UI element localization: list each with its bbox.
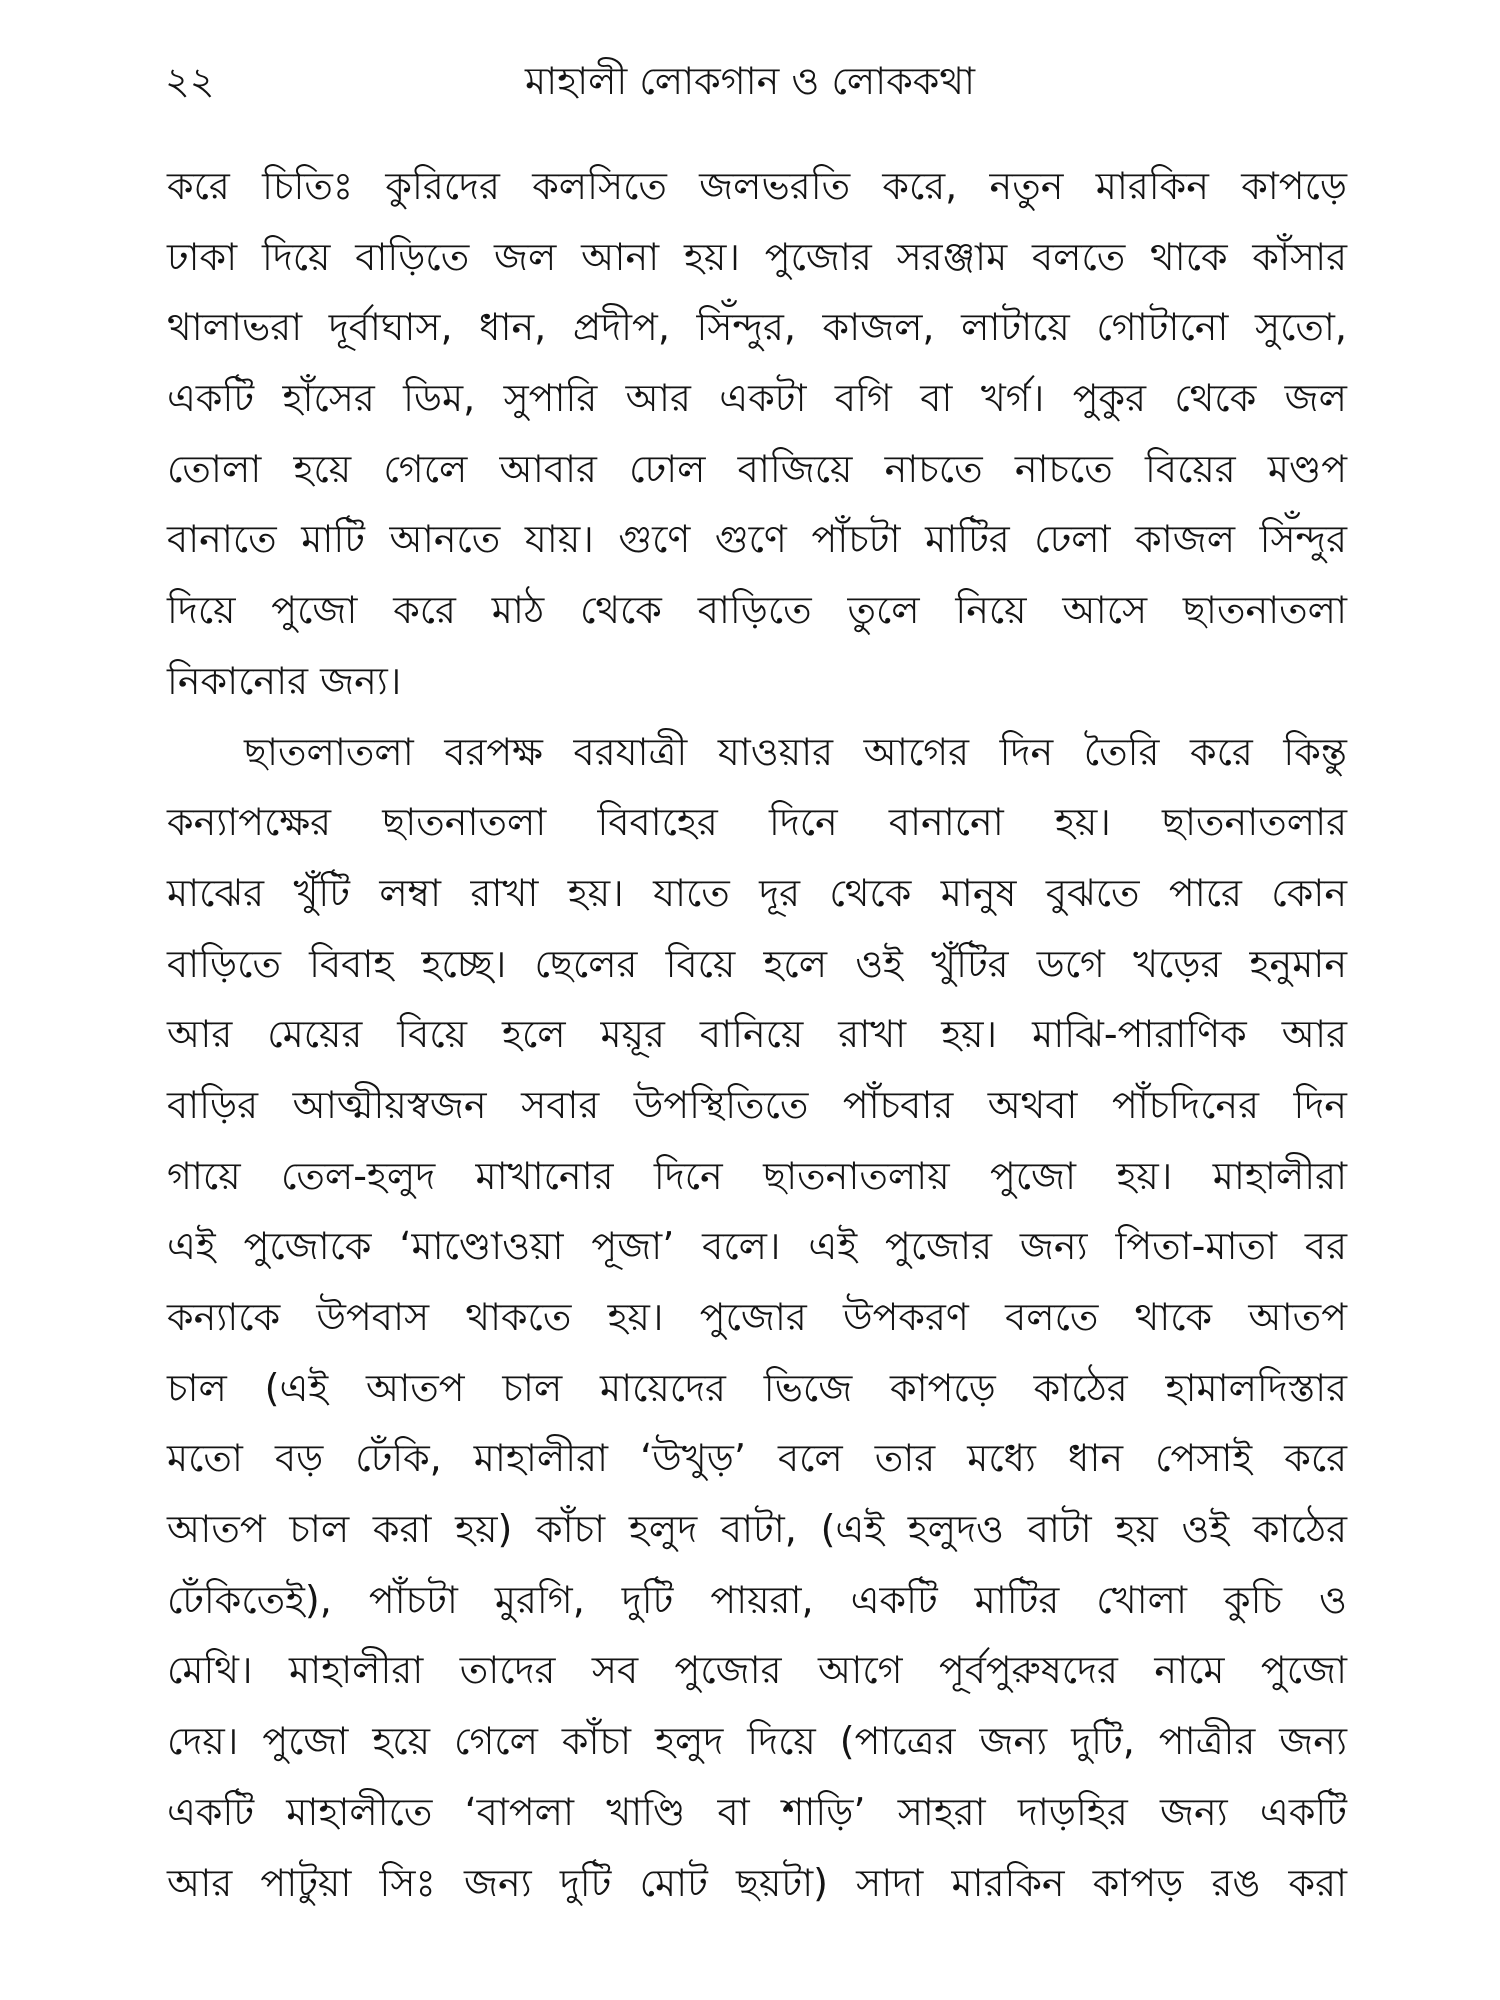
text-line: আর মেয়ের বিয়ে হলে ময়ূর বানিয়ে রাখা হয়। মাঝি-পারাণিক আর [167,1012,1347,1057]
text-line: ছাতলাতলা বরপক্ষ বরযাত্রী যাওয়ার আগের দিন তৈরি করে কিন্তু [244,729,1347,774]
text-line: নিকানোর জন্য। [167,658,402,703]
text-line: একটি হাঁসের ডিম, সুপারি আর একটা বগি বা খর্গ। পুকুর থেকে জল [167,376,1347,421]
text-line: ঢেঁকিতেই), পাঁচটা মুরগি, দুটি পায়রা, একটি মাটির খোলা কুচি ও [167,1577,1347,1622]
body-text [167,158,1347,1925]
text-line: তোলা হয়ে গেলে আবার ঢোল বাজিয়ে নাচতে নাচতে বিয়ের মণ্ডপ [167,446,1347,491]
text-line: মাঝের খুঁটি লম্বা রাখা হয়। যাতে দূর থেকে মানুষ বুঝতে পারে কোন [167,870,1347,915]
page-number: ২২ [165,59,215,103]
running-title: মাহালী লোকগান ও লোককথা [525,59,975,103]
text-line: আর পাটুয়া সিঃ জন্য দুটি মোট ছয়টা) সাদা মারকিন কাপড় রঙ করা [167,1860,1347,1905]
text-line: কন্যাপক্ষের ছাতনাতলা বিবাহের দিনে বানানো হয়। ছাতনাতলার [167,800,1347,845]
text-line: ঢাকা দিয়ে বাড়িতে জল আনা হয়। পুজোর সরঞ্জাম বলতে থাকে কাঁসার [167,234,1347,279]
text-line: করে চিতিঃ কুরিদের কলসিতে জলভরতি করে, নতুন মারকিন কাপড়ে [167,164,1347,208]
text-line: দিয়ে পুজো করে মাঠ থেকে বাড়িতে তুলে নিয়ে আসে ছাতনাতলা [167,588,1347,633]
text-line: মেথি। মাহালীরা তাদের সব পুজোর আগে পূর্বপুরুষদের নামে পুজো [167,1648,1347,1693]
text-line: থালাভরা দূর্বাঘাস, ধান, প্রদীপ, সিঁন্দুর, কাজল, লাটায়ে গোটানো সুতো, [167,305,1347,350]
text-line: কন্যাকে উপবাস থাকতে হয়। পুজোর উপকরণ বলতে থাকে আতপ [167,1295,1347,1339]
text-line: এই পুজোকে ‘মাণ্ডোওয়া পূজা’ বলে। এই পুজোর জন্য পিতা-মাতা বর [167,1224,1347,1269]
text-line: বাড়ির আত্মীয়স্বজন সবার উপস্থিতিতে পাঁচবার অথবা পাঁচদিনের দিন [167,1082,1347,1127]
text-line: একটি মাহালীতে ‘বাপলা খাণ্ডি বা শাড়ি’ সাহরা দাড়হির জন্য একটি [167,1789,1347,1834]
text-line: মতো বড় ঢেঁকি, মাহালীরা ‘উখুড়’ বলে তার মধ্যে ধান পেসাই করে [167,1436,1347,1481]
text-line: বাড়িতে বিবাহ হচ্ছে। ছেলের বিয়ে হলে ওই খুঁটির ডগে খড়ের হনুমান [167,941,1347,986]
text-line: গায়ে তেল-হলুদ মাখানোর দিনে ছাতনাতলায় পুজো হয়। মাহালীরা [167,1153,1347,1198]
text-line: বানাতে মাটি আনতে যায়। গুণে গুণে পাঁচটা মাটির ঢেলা কাজল সিঁন্দুর [167,517,1347,562]
text-line: দেয়। পুজো হয়ে গেলে কাঁচা হলুদ দিয়ে (পাত্রের জন্য দুটি, পাত্রীর জন্য [167,1719,1347,1764]
text-line: চাল (এই আতপ চাল মায়েদের ভিজে কাপড়ে কাঠের হামালদিস্তার [167,1365,1347,1410]
text-line: আতপ চাল করা হয়) কাঁচা হলুদ বাটা, (এই হলুদও বাটা হয় ওই কাঠের [167,1507,1347,1552]
